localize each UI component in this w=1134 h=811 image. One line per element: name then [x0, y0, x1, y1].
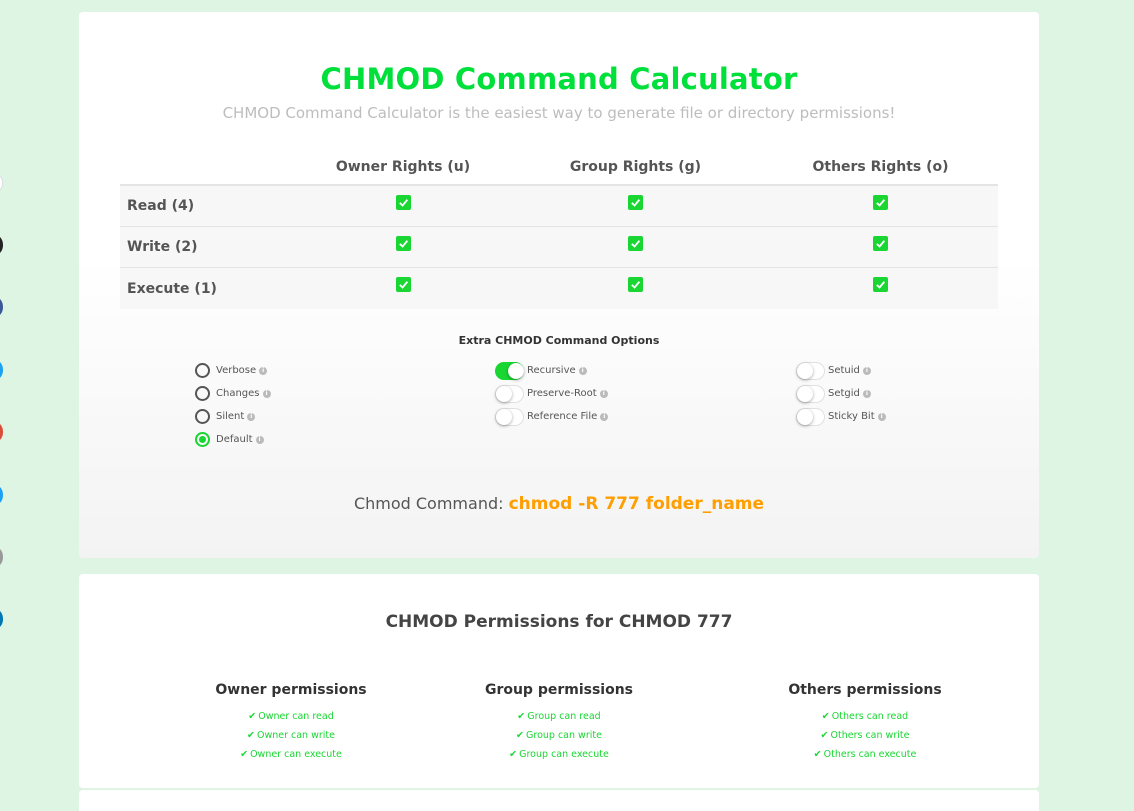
- info-icon[interactable]: i: [247, 413, 255, 421]
- checkmark-icon: ✔: [509, 749, 518, 760]
- share-icon-8[interactable]: [0, 610, 3, 628]
- command-value[interactable]: chmod -R 777 folder_name: [508, 494, 765, 514]
- permission-item: ✔ Group can write: [516, 730, 602, 741]
- share-icon-4[interactable]: [0, 361, 3, 379]
- permission-item: ✔ Owner can read: [248, 711, 334, 722]
- permissions-title: CHMOD Permissions for CHMOD 777: [385, 612, 733, 632]
- permission-item: ✔ Others can execute: [813, 749, 917, 760]
- sticky-bit-toggle[interactable]: [796, 408, 825, 426]
- check-icon: [875, 238, 886, 249]
- info-icon[interactable]: i: [863, 367, 871, 375]
- table-header: [120, 150, 998, 186]
- checkmark-icon: ✔: [516, 730, 525, 741]
- owner-read-checkbox[interactable]: [396, 195, 411, 210]
- owner-write-checkbox[interactable]: [396, 236, 411, 251]
- share-icon-5[interactable]: [0, 423, 3, 441]
- share-icon-2[interactable]: [0, 236, 3, 254]
- row-label: Read (4): [127, 198, 195, 214]
- column-others: Others Rights (o): [812, 159, 949, 175]
- checkmark-icon: ✔: [820, 730, 829, 741]
- share-icon-3[interactable]: [0, 298, 3, 316]
- check-icon: [875, 279, 886, 290]
- checkmark-icon: ✔: [813, 749, 822, 760]
- group-permissions-title: Group permissions: [484, 682, 634, 698]
- option-setgid[interactable]: Setgid i: [796, 382, 886, 405]
- column-owner: Owner Rights (u): [335, 159, 471, 175]
- group-read-checkbox[interactable]: [628, 195, 643, 210]
- checkmark-icon: ✔: [821, 711, 830, 722]
- column-group: Group Rights (g): [569, 159, 702, 175]
- owner-permissions-title: Owner permissions: [215, 682, 367, 698]
- radio-button[interactable]: [195, 409, 210, 424]
- special-bits-group: [796, 359, 886, 428]
- permission-item: ✔ Group can execute: [509, 749, 609, 760]
- owner-permissions: [171, 682, 411, 764]
- option-changes[interactable]: Changes i: [195, 382, 271, 405]
- check-icon: [630, 279, 641, 290]
- check-icon: [875, 197, 886, 208]
- others-permissions-title: Others permissions: [788, 682, 942, 698]
- permissions-summary-card: [79, 574, 1039, 788]
- table-row-execute: [120, 268, 998, 309]
- row-label: Execute (1): [127, 280, 217, 297]
- info-icon[interactable]: i: [579, 367, 587, 375]
- option-reference-file[interactable]: Reference File i: [495, 405, 608, 428]
- command-label: Chmod Command:: [353, 494, 504, 513]
- others-execute-checkbox[interactable]: [873, 277, 888, 292]
- group-write-checkbox[interactable]: [628, 236, 643, 251]
- info-icon[interactable]: i: [600, 390, 608, 398]
- next-section-card: [79, 790, 1039, 811]
- permission-item: ✔ Group can read: [517, 711, 601, 722]
- owner-execute-checkbox[interactable]: [396, 277, 411, 292]
- option-default[interactable]: Default i: [195, 428, 271, 451]
- others-write-checkbox[interactable]: [873, 236, 888, 251]
- row-label: Write (2): [127, 239, 198, 255]
- group-execute-checkbox[interactable]: [628, 277, 643, 292]
- output-mode-group: [195, 359, 271, 451]
- permission-item: ✔ Others can read: [821, 711, 909, 722]
- info-icon[interactable]: i: [600, 413, 608, 421]
- info-icon[interactable]: i: [263, 390, 271, 398]
- check-icon: [398, 279, 409, 290]
- table-row-read: [120, 186, 998, 227]
- setgid-toggle[interactable]: [796, 385, 825, 403]
- check-icon: [398, 238, 409, 249]
- page-title: CHMOD Command Calculator: [320, 62, 798, 96]
- setuid-toggle[interactable]: [796, 362, 825, 380]
- share-icon-6[interactable]: [0, 486, 3, 504]
- permission-item: ✔ Owner can write: [247, 730, 335, 741]
- radio-button[interactable]: [195, 363, 210, 378]
- others-read-checkbox[interactable]: [873, 195, 888, 210]
- radio-button[interactable]: [195, 386, 210, 401]
- share-icon-7[interactable]: [0, 548, 3, 566]
- option-setuid[interactable]: Setuid i: [796, 359, 886, 382]
- preserve-root-toggle[interactable]: [495, 385, 524, 403]
- info-icon[interactable]: i: [878, 413, 886, 421]
- checkmark-icon: ✔: [248, 711, 257, 722]
- calculator-card: [79, 12, 1039, 558]
- table-row-write: [120, 227, 998, 268]
- checkmark-icon: ✔: [517, 711, 526, 722]
- checkmark-icon: ✔: [247, 730, 255, 741]
- radio-button-selected[interactable]: [195, 432, 210, 447]
- option-preserve-root[interactable]: Preserve-Root i: [495, 382, 608, 405]
- recursive-options-group: [495, 359, 608, 428]
- option-sticky-bit[interactable]: Sticky Bit i: [796, 405, 886, 428]
- option-recursive[interactable]: Recursive i: [495, 359, 608, 382]
- page-subtitle: CHMOD Command Calculator is the easiest way to generate file or directory permissions!: [222, 104, 896, 122]
- info-icon[interactable]: i: [863, 390, 871, 398]
- options-title: Extra CHMOD Command Options: [458, 334, 660, 347]
- permission-item: ✔ Others can write: [820, 730, 910, 741]
- checkmark-icon: ✔: [240, 749, 249, 760]
- recursive-toggle[interactable]: [495, 362, 524, 380]
- others-permissions: [745, 682, 985, 764]
- check-icon: [398, 197, 409, 208]
- check-icon: [630, 238, 641, 249]
- check-icon: [630, 197, 641, 208]
- permissions-table: [120, 150, 998, 309]
- option-silent[interactable]: Silent i: [195, 405, 271, 428]
- info-icon[interactable]: i: [259, 367, 267, 375]
- option-verbose[interactable]: Verbose i: [195, 359, 271, 382]
- command-output: [79, 494, 1039, 514]
- reference-file-toggle[interactable]: [495, 408, 524, 426]
- permission-item: ✔ Owner can execute: [240, 749, 342, 760]
- share-icon-1[interactable]: [0, 174, 3, 192]
- info-icon[interactable]: i: [256, 436, 264, 444]
- group-permissions: [439, 682, 679, 764]
